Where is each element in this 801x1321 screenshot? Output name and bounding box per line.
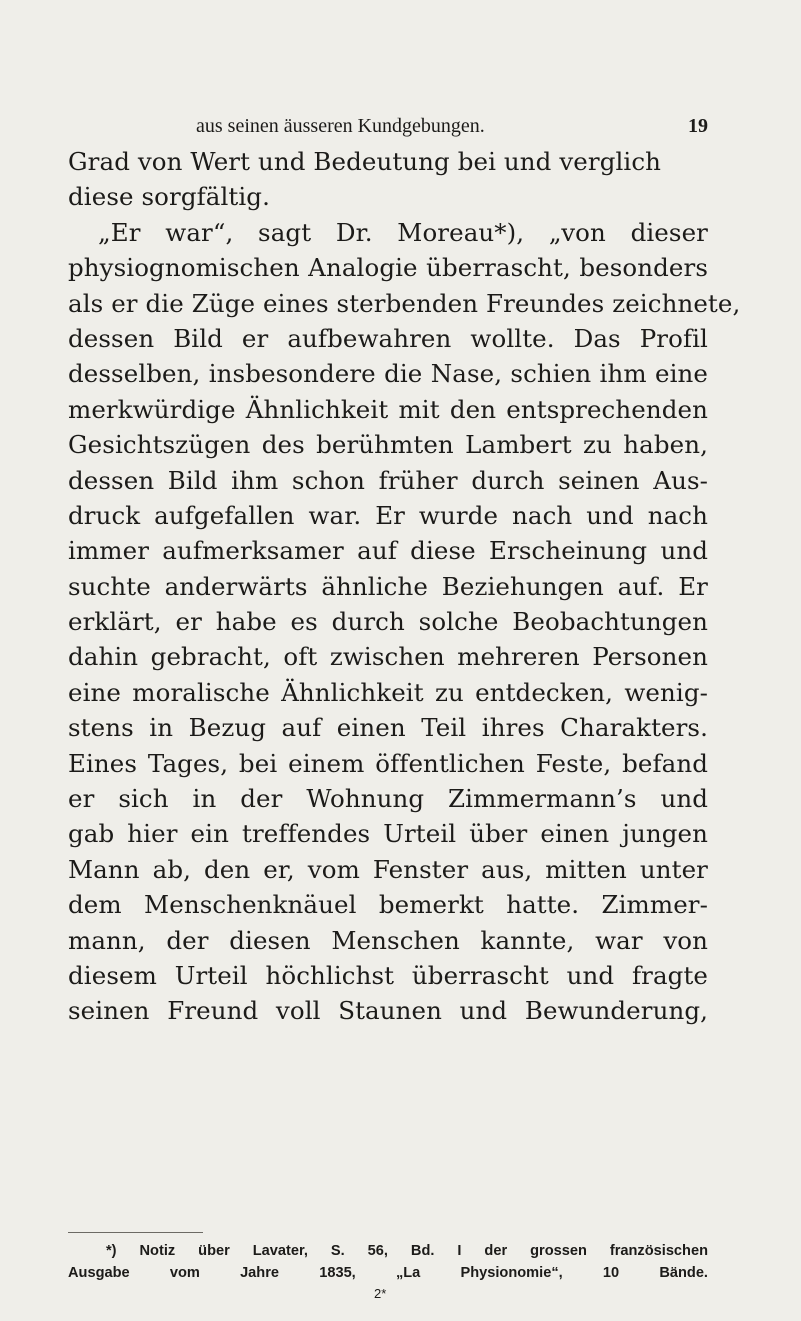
page-number: 19 (688, 115, 708, 137)
text-line: Eines Tages, bei einem öffentlichen Feste, befand (68, 748, 708, 778)
text-line: gab hier ein treffendes Urteil über einen jungen (68, 819, 708, 849)
text-line: mann, der diesen Menschen kannte, war von (68, 925, 708, 955)
text-line: dessen Bild er aufbewahren wollte. Das Profil (68, 323, 708, 353)
text-line: physiognomischen Analogie überrascht, besonders (68, 253, 708, 283)
text-line: eine moralische Ähnlichkeit zu entdecken, wenig- (68, 677, 708, 707)
text-line: stens in Bezug auf einen Teil ihres Charakters. (68, 713, 708, 743)
footnote-line: Ausgabe vom Jahre 1835, „La Physionomie“, 10 Bände. (68, 1265, 708, 1281)
text-line: druck aufgefallen war. Er wurde nach und nach (68, 500, 708, 530)
footnote-divider (68, 1232, 203, 1233)
text-line: Grad von Wert und Bedeutung bei und verglich (68, 147, 662, 176)
text-line: diesem Urteil höchlichst überrascht und fragte (68, 960, 708, 990)
text-line: dessen Bild ihm schon früher durch seinen Aus- (68, 465, 708, 495)
footnote-line: *) Notiz über Lavater, S. 56, Bd. I der grossen französischen (106, 1243, 708, 1259)
text-line: als er die Züge eines sterbenden Freundes zeichnete, (68, 288, 741, 318)
text-line: dem Menschenknäuel bemerkt hatte. Zimmer- (68, 890, 708, 920)
text-line: er sich in der Wohnung Zimmermann’s und (68, 784, 708, 814)
running-head (68, 115, 708, 141)
text-line: desselben, insbesondere die Nase, schien ihm eine (68, 359, 708, 389)
text-line: Gesichtszügen des berühmten Lambert zu haben, (68, 430, 708, 460)
text-line: merkwürdige Ähnlichkeit mit den entsprechenden (68, 394, 708, 424)
text-line: suchte anderwärts ähnliche Beziehungen auf. Er (68, 571, 708, 601)
text-line: diese sorgfältig. (68, 182, 270, 212)
footnote (68, 1240, 708, 1284)
text-line: immer aufmerksamer auf diese Erscheinung und (68, 536, 708, 566)
body-text (68, 144, 741, 1029)
text-line: seinen Freund voll Staunen und Bewunderung, (68, 996, 708, 1026)
text-line: „Er war“, sagt Dr. Moreau*), „von dieser (98, 217, 708, 247)
text-line: erklärt, er habe es durch solche Beobachtungen (68, 607, 708, 637)
running-title: aus seinen äusseren Kundgebungen. (196, 115, 485, 137)
text-line: Mann ab, den er, vom Fenster aus, mitten unter (68, 854, 708, 884)
signature-mark: 2* (374, 1286, 387, 1301)
text-line: dahin gebracht, oft zwischen mehreren Personen (68, 642, 708, 672)
